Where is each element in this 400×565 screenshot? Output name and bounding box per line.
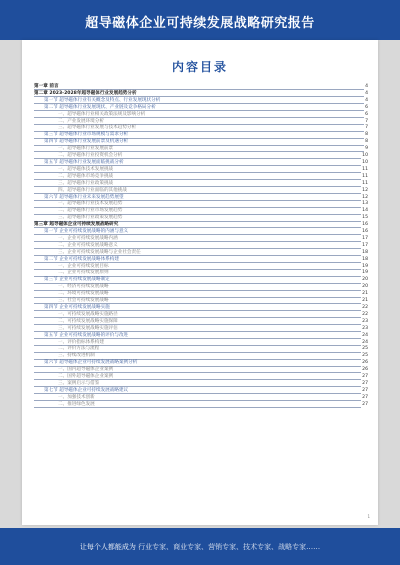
- toc-entry-text: 一、国内超导磁体企业案例: [58, 367, 114, 373]
- toc-entry-page: 27: [362, 394, 368, 400]
- toc-entry[interactable]: [34, 333, 368, 340]
- footer-slogan: 让每个人都能成为: [79, 543, 136, 551]
- toc-entry-text: 二、企业可持续发展战略意义: [58, 242, 118, 248]
- toc-entry[interactable]: [34, 153, 368, 160]
- toc-entry-page: 12: [362, 187, 368, 193]
- toc-entry-text: 一、超导磁体行业技术发展趋势: [58, 201, 123, 207]
- toc-entry[interactable]: [34, 395, 368, 402]
- toc-entry[interactable]: [34, 91, 368, 98]
- toc-entry-page: 13: [362, 201, 368, 207]
- toc-entry-text: 一、超导磁体行业发展前景: [58, 146, 114, 152]
- toc-entry-text: 三、持续改进机制: [58, 353, 95, 359]
- toc-entry-page: 15: [362, 215, 368, 221]
- toc-entry-page: 10: [362, 159, 368, 165]
- toc-entry[interactable]: [34, 98, 368, 105]
- toc-entry[interactable]: [34, 381, 368, 388]
- toc-entry[interactable]: [34, 84, 368, 91]
- toc-entry[interactable]: [34, 298, 368, 305]
- toc-entry-page: 20: [362, 284, 368, 290]
- toc-entry-text: 三、超导磁体行业政策发展趋势: [58, 215, 123, 221]
- toc-entry-text: 一、超导磁体行业相关政策法规及影响分析: [58, 111, 146, 117]
- toc-entry-text: 三、企业可持续发展战略与企业社会责任: [58, 249, 141, 255]
- toc-entry-text: 二、评价方法与流程: [58, 346, 100, 352]
- toc-entry[interactable]: [34, 250, 368, 257]
- toc-entry-page: 4: [365, 84, 368, 89]
- toc-entry-page: 23: [362, 318, 368, 324]
- toc-entry-page: 27: [362, 401, 368, 407]
- toc-entry-page: 14: [362, 208, 368, 214]
- toc-entry-text: 第四节 超导磁体行业发展前景及机遇分析: [44, 139, 129, 145]
- toc-entry-text: 一、企业可持续发展目标: [58, 263, 109, 269]
- toc-entry-text: 第七节 超导磁体企业可持续发展战略建议: [44, 387, 129, 393]
- toc-entry-text: 二、环境可持续发展战略: [58, 291, 109, 297]
- toc-entry[interactable]: [34, 188, 368, 195]
- toc-entry[interactable]: [34, 326, 368, 333]
- toc-entry-page: 25: [362, 346, 368, 352]
- toc-entry[interactable]: [34, 112, 368, 119]
- toc-entry-text: 第三节 超导磁体行业市场规模与需求分析: [44, 132, 129, 138]
- toc-entry-text: 二、超导磁体市场竞争挑战: [58, 173, 114, 179]
- toc-entry-text: 第二节 企业可持续发展战略体系构建: [44, 256, 119, 262]
- toc-entry-page: 18: [362, 249, 368, 255]
- toc-entry-page: 22: [362, 305, 368, 310]
- toc-entry[interactable]: [34, 236, 368, 243]
- toc-entry-text: 第四节 企业可持续发展战略实施: [44, 305, 110, 310]
- toc-entry-page: 8: [365, 139, 368, 145]
- toc-entry-page: 6: [365, 104, 368, 110]
- toc-entry-text: 一、经济可持续发展战略: [58, 284, 109, 290]
- toc-entry-text: 二、国外超导磁体企业案例: [58, 374, 114, 380]
- toc-entry-page: 22: [362, 311, 368, 317]
- toc-entry-page: 27: [362, 374, 368, 380]
- toc-entry-text: 第一节 超导磁体行业有关概念及特点、行业发展现状分析: [44, 97, 161, 103]
- toc-entry-text: 一、超导磁体技术发展挑战: [58, 166, 114, 172]
- toc-entry[interactable]: [34, 374, 368, 381]
- toc-entry[interactable]: [34, 312, 368, 319]
- toc-entry-page: 26: [362, 360, 368, 366]
- toc-entry[interactable]: [34, 319, 368, 326]
- toc-entry-text: 一、加强技术创新: [58, 394, 95, 400]
- toc-title: 内容目录: [171, 60, 228, 74]
- toc-entry-page: 18: [362, 256, 368, 262]
- toc-entry-text: 三、超导磁体行业发展与技术趋势分析: [58, 125, 137, 131]
- toc-entry-text: 第六节 超导磁体企业可持续发展战略案例分析: [44, 360, 138, 366]
- toc-entry-text: 第一节 企业可持续发展战略的内涵与意义: [44, 229, 129, 235]
- toc-entry-page: 19: [362, 270, 368, 276]
- toc-entry-text: 第五节 企业可持续发展战略的评价与改进: [44, 332, 129, 338]
- toc-entry-text: 三、社会可持续发展战略: [58, 298, 109, 304]
- toc-entry-page: 10: [362, 153, 368, 159]
- toc-entry-text: 二、可持续发展战略实施保障: [58, 318, 118, 324]
- toc-entry-text: 一、评价指标体系构建: [58, 339, 104, 345]
- toc-entry-text: 第五节 超导磁体行业发展面临挑战分析: [44, 159, 124, 165]
- toc-entry-page: 8: [365, 132, 368, 138]
- toc-entry[interactable]: [34, 257, 368, 264]
- page-number: 1: [367, 514, 370, 519]
- toc-entry-page: 17: [362, 235, 368, 241]
- toc-entry-text: 第六节 超导磁体行业未来发展趋势展望: [44, 194, 124, 200]
- toc-entry-text: 四、超导磁体行业面临的其他挑战: [58, 187, 127, 193]
- toc-entry-page: 17: [362, 242, 368, 248]
- toc-entry-text: 二、超导磁体行业投资机会分析: [58, 153, 123, 159]
- toc-entry[interactable]: [34, 222, 368, 229]
- toc-entry-text: 二、推进绿色发展: [58, 401, 95, 407]
- toc-entry-text: 一、可持续发展战略实施路径: [58, 311, 118, 317]
- toc-entry-text: 二、超导磁体行业市场发展趋势: [58, 208, 123, 214]
- header-banner: [0, 0, 400, 40]
- toc-entry-page: 21: [362, 298, 368, 304]
- toc-entry-page: 20: [362, 277, 368, 283]
- toc-entry[interactable]: [34, 402, 368, 409]
- table-of-contents: [34, 84, 368, 409]
- toc-entry-page: 6: [365, 111, 368, 117]
- toc-entry-page: 16: [362, 222, 368, 228]
- toc-entry[interactable]: [34, 181, 368, 188]
- toc-entry-page: 4: [365, 97, 368, 103]
- footer-text: [0, 542, 400, 552]
- toc-entry-page: 26: [362, 367, 368, 373]
- toc-entry-page: 11: [362, 166, 368, 172]
- toc-entry-page: 27: [362, 387, 368, 393]
- toc-entry-text: 三、案例启示与借鉴: [58, 380, 100, 386]
- toc-entry-page: 16: [362, 229, 368, 235]
- toc-entry[interactable]: [34, 105, 368, 112]
- toc-entry[interactable]: [34, 167, 368, 174]
- toc-entry-page: 19: [362, 263, 368, 269]
- toc-entry-page: 11: [362, 180, 368, 186]
- toc-entry-page: 24: [362, 339, 368, 345]
- toc-entry-text: 三、可持续发展战略实施评估: [58, 325, 118, 331]
- toc-entry-page: 11: [362, 173, 368, 179]
- toc-entry-text: 三、超导磁体行业政策挑战: [58, 180, 114, 186]
- toc-entry-text: 第一章 前言: [34, 84, 59, 89]
- toc-entry-page: 23: [362, 325, 368, 331]
- toc-entry-text: 二、产业发展环境分析: [58, 118, 104, 124]
- toc-entry-page: 9: [365, 146, 368, 152]
- toc-entry-page: 4: [365, 90, 368, 96]
- toc-entry-text: 第三节 企业可持续发展战略制定: [44, 277, 110, 283]
- footer-banner: [0, 528, 400, 565]
- toc-entry-page: 7: [365, 125, 368, 131]
- document-page: [22, 40, 378, 525]
- toc-entry-page: 27: [362, 380, 368, 386]
- toc-entry-text: 第二节 超导磁体行业发展现状、产业链及竞争格局分析: [44, 104, 156, 110]
- document-title: 超导磁体企业可持续发展战略研究报告: [85, 16, 315, 31]
- toc-entry[interactable]: [34, 305, 368, 312]
- toc-entry[interactable]: [34, 174, 368, 181]
- toc-entry-page: 24: [362, 332, 368, 338]
- toc-entry[interactable]: [34, 229, 368, 236]
- toc-entry[interactable]: [34, 388, 368, 395]
- toc-entry-page: 25: [362, 353, 368, 359]
- toc-entry[interactable]: [34, 243, 368, 250]
- toc-entry-text: 第二章 2023-2028年超导磁体行业发展趋势分析: [34, 90, 137, 96]
- toc-entry-text: 一、企业可持续发展战略内涵: [58, 235, 118, 241]
- toc-entry-page: 12: [362, 194, 368, 200]
- toc-entry-page: 21: [362, 291, 368, 297]
- toc-entry-page: 7: [365, 118, 368, 124]
- footer-tagline: 行业专家、商业专家、营销专家、技术专家、战略专家……: [138, 543, 321, 551]
- toc-entry-text: 二、企业可持续发展原则: [58, 270, 109, 276]
- toc-entry[interactable]: [34, 160, 368, 167]
- toc-entry-text: 第三章 超导磁体企业可持续发展战略研究: [34, 222, 119, 228]
